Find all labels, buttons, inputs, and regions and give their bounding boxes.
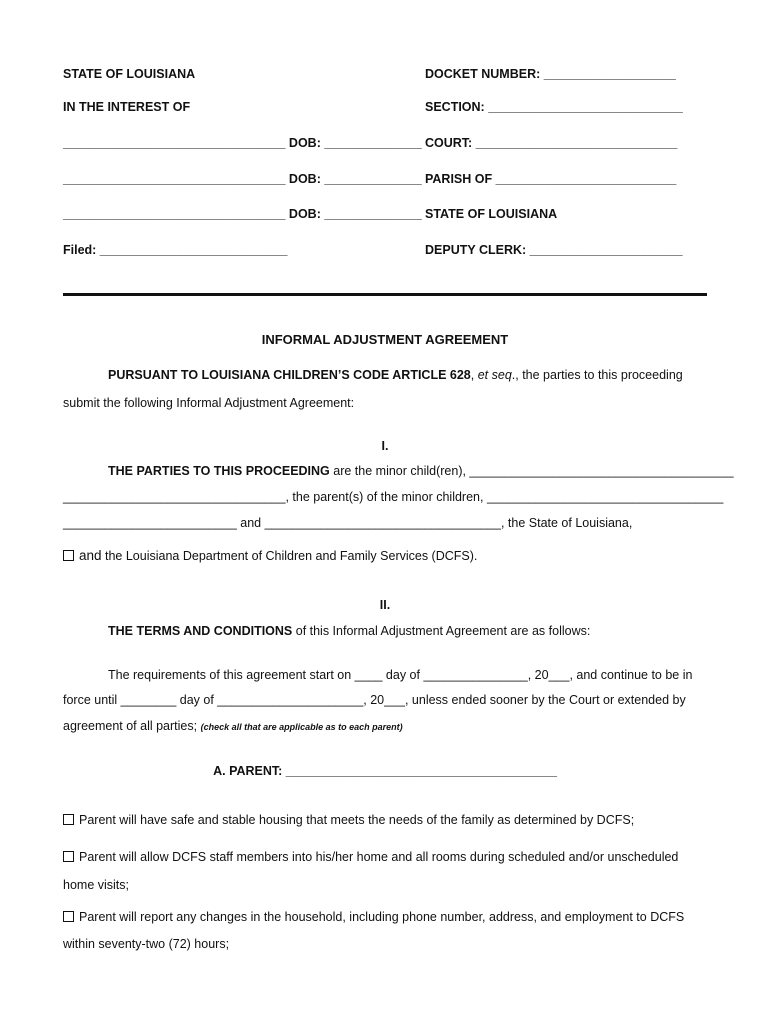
section-1-rest: are the minor child(ren), ______________________________________ xyxy=(329,464,734,478)
item-3-checkbox[interactable] xyxy=(63,911,74,922)
header-section[interactable]: SECTION: ____________________________ xyxy=(425,100,683,114)
terms-line-2[interactable]: force until ________ day of _____________________, 20___, unless ended sooner by the Court or extended by xyxy=(63,693,686,707)
intro-line-1 xyxy=(108,368,683,382)
header-in-the-interest: IN THE INTEREST OF xyxy=(63,100,191,114)
item-3-text: Parent will report any changes in the household, including phone number, address, and employment to DCFS xyxy=(79,910,685,924)
item-3-continued: within seventy-two (72) hours; xyxy=(63,937,230,951)
header-child-dob-1[interactable]: ________________________________ DOB: ______________ xyxy=(63,136,422,150)
parent-a-item-1[interactable] xyxy=(63,813,634,827)
item-1-text: Parent will have safe and stable housing that meets the needs of the family as determined by DCFS; xyxy=(79,813,635,827)
item-2-checkbox[interactable] xyxy=(63,851,74,862)
terms-note: (check all that are applicable as to each parent) xyxy=(200,722,403,732)
section-1-line-3[interactable]: _________________________ and __________________________________, the State of Louisiana, xyxy=(63,516,633,530)
terms-line-1[interactable]: The requirements of this agreement start on ____ day of _______________, 20___, and continue to be in xyxy=(108,668,693,682)
header-state: STATE OF LOUISIANA xyxy=(63,67,196,81)
intro-sep: , xyxy=(470,368,478,382)
intro-bold: PURSUANT TO LOUISIANA CHILDREN’S CODE ARTICLE 628 xyxy=(108,368,471,382)
section-2-rest: of this Informal Adjustment Agreement are as follows: xyxy=(292,624,591,638)
terms-line-3 xyxy=(63,719,403,733)
dcfs-checkbox[interactable] xyxy=(63,550,74,561)
parent-a-item-2[interactable] xyxy=(63,850,678,864)
header-child-dob-2[interactable]: ________________________________ DOB: ______________ xyxy=(63,172,422,186)
header-filed[interactable]: Filed: ___________________________ xyxy=(63,243,288,257)
intro-rest: ., the parties to this proceeding xyxy=(511,368,683,382)
section-2-bold: THE TERMS AND CONDITIONS xyxy=(108,624,293,638)
section-1-line-1 xyxy=(108,464,734,478)
section-1-numeral: I. xyxy=(381,439,389,453)
item-1-checkbox[interactable] xyxy=(63,814,74,825)
header-child-dob-3[interactable]: ________________________________ DOB: ______________ xyxy=(63,207,422,221)
header-state-2: STATE OF LOUISIANA xyxy=(425,207,558,221)
header-docket-number[interactable]: DOCKET NUMBER: ___________________ xyxy=(425,67,676,81)
header-parish[interactable]: PARISH OF __________________________ xyxy=(425,172,677,186)
parent-a-item-3[interactable] xyxy=(63,910,684,924)
dcfs-and: and xyxy=(79,548,102,563)
section-1-dcfs-option[interactable] xyxy=(63,548,477,563)
header-deputy-clerk[interactable]: DEPUTY CLERK: ______________________ xyxy=(425,243,683,257)
item-2-continued: home visits; xyxy=(63,878,129,892)
section-2-line-1 xyxy=(108,624,590,638)
intro-line-2: submit the following Informal Adjustment Agreement: xyxy=(63,396,355,410)
header-divider xyxy=(63,293,707,296)
header-court[interactable]: COURT: _____________________________ xyxy=(425,136,678,150)
intro-italic: et seq xyxy=(477,368,512,382)
section-1-bold: THE PARTIES TO THIS PROCEEDING xyxy=(108,464,330,478)
section-2-numeral: II. xyxy=(379,598,391,612)
section-1-line-2[interactable]: ________________________________, the parent(s) of the minor children, __________________________________ xyxy=(63,490,724,504)
document-title: INFORMAL ADJUSTMENT AGREEMENT xyxy=(261,332,509,347)
dcfs-label: the Louisiana Department of Children and Family Services (DCFS). xyxy=(101,549,478,563)
terms-line-3-text: agreement of all parties; xyxy=(63,719,201,733)
item-2-text: Parent will allow DCFS staff members into his/her home and all rooms during scheduled and/or unscheduled xyxy=(79,850,679,864)
parent-a-heading[interactable]: A. PARENT: _______________________________________ xyxy=(213,764,557,778)
